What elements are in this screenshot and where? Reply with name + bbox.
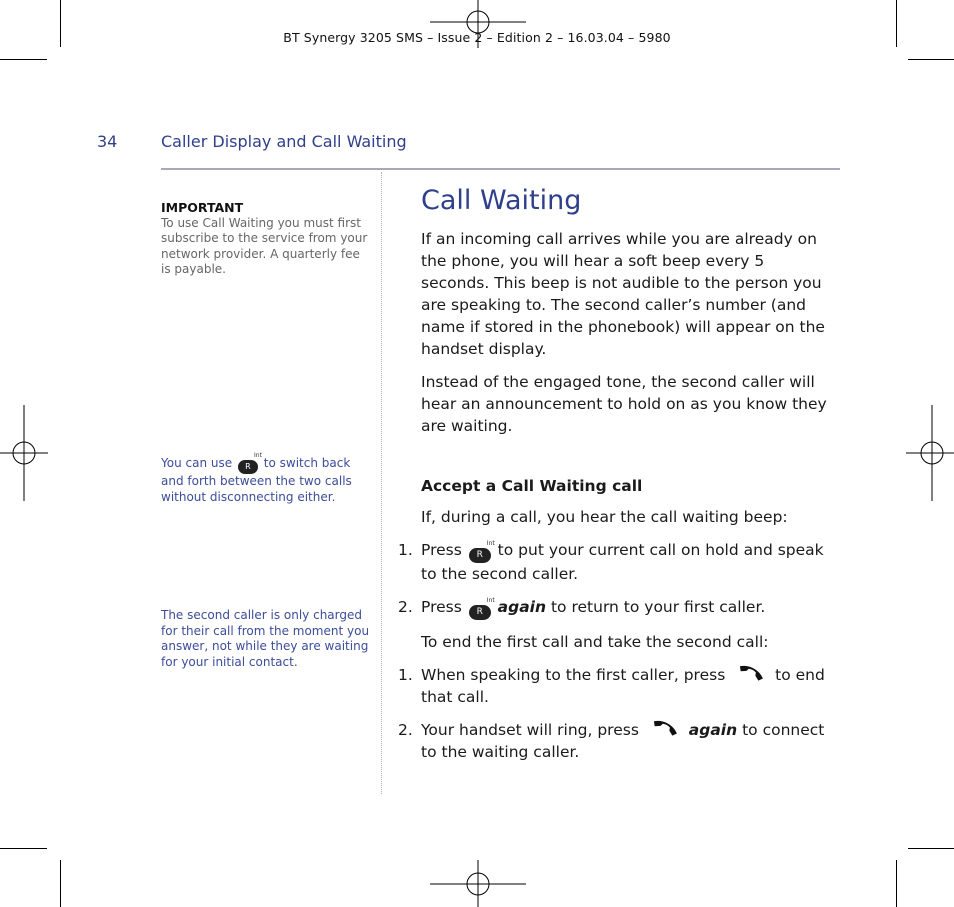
- step-text: Press: [421, 598, 462, 616]
- registration-mark-icon: [430, 860, 526, 907]
- step-text: to connect to the waiting caller.: [421, 721, 825, 761]
- end-call-handset-icon: [734, 665, 766, 685]
- accept-call-heading: Accept a Call Waiting call: [421, 477, 643, 495]
- recall-button-label: R: [245, 462, 251, 471]
- step-number: 1.: [398, 541, 413, 559]
- column-divider: [381, 172, 382, 794]
- charging-note-text: The second caller is only charged for their call from the moment you answer, not while they are waiting for your initial contact.: [161, 608, 370, 669]
- important-note: [161, 200, 371, 278]
- step-text: When speaking to the first caller, press: [421, 666, 726, 684]
- int-label: Int: [254, 452, 262, 459]
- step-text: to return to your first caller.: [550, 598, 766, 616]
- recall-button-label: R: [476, 607, 483, 617]
- switch-note-text-after: to switch back and forth between the two calls without disconnecting either.: [161, 456, 352, 504]
- recall-r-button-icon: [469, 540, 495, 563]
- accept-intro: If, during a call, you hear the call waiting beep:: [421, 508, 788, 526]
- crop-mark: [908, 59, 954, 60]
- step-emphasis: again: [688, 721, 738, 739]
- end-call-intro: To end the first call and take the second call:: [421, 633, 769, 651]
- step-text: Your handset will ring, press: [421, 721, 639, 739]
- end-call-handset-icon: [648, 720, 680, 740]
- crop-mark: [908, 848, 954, 849]
- step-text: to put your current call on hold and speak to the second caller.: [421, 541, 824, 583]
- step-number: 1.: [398, 666, 413, 684]
- registration-mark-icon: [906, 405, 954, 501]
- header-rule: [161, 168, 840, 170]
- running-title: Caller Display and Call Waiting: [161, 132, 407, 151]
- step-text: Press: [421, 541, 462, 559]
- accept-step: [398, 596, 833, 620]
- end-call-step: [398, 719, 833, 763]
- step-number: 2.: [398, 721, 413, 739]
- accept-step: [398, 539, 833, 585]
- important-label: IMPORTANT: [161, 200, 244, 215]
- end-call-step: [398, 664, 833, 708]
- crop-mark: [896, 860, 897, 907]
- step-emphasis: again: [497, 598, 547, 616]
- intro-paragraph: If an incoming call arrives while you are already on the phone, you will hear a soft beep every 5 seconds. This beep is not audible to the person you are speaking to. The second caller’s number (and name if stored in the phonebook) will appear on the handset display.: [421, 230, 825, 358]
- step-number: 2.: [398, 598, 413, 616]
- step-text: to end that call.: [421, 666, 825, 706]
- recall-button-label: R: [476, 550, 483, 560]
- section-title: Call Waiting: [421, 185, 582, 216]
- crop-mark: [0, 59, 47, 60]
- int-label: Int: [486, 597, 495, 604]
- switch-note-text-before: You can use: [161, 456, 233, 470]
- crop-mark: [0, 848, 47, 849]
- intro-paragraph: Instead of the engaged tone, the second caller will hear an announcement to hold on as you know they are waiting.: [421, 373, 827, 435]
- crop-mark: [60, 860, 61, 907]
- main-content: [398, 185, 833, 774]
- recall-r-button-icon: [238, 452, 262, 474]
- charging-note: [161, 608, 371, 670]
- int-label: Int: [486, 540, 495, 547]
- registration-mark-icon: [0, 405, 48, 501]
- switch-calls-note: [161, 452, 371, 505]
- important-text: To use Call Waiting you must first subscribe to the service from your network provider. A quarterly fee is payable.: [161, 215, 368, 276]
- recall-r-button-icon: [469, 597, 495, 620]
- print-header: BT Synergy 3205 SMS – Issue 2 – Edition 2 – 16.03.04 – 5980: [283, 30, 671, 45]
- page-number: 34: [97, 132, 118, 151]
